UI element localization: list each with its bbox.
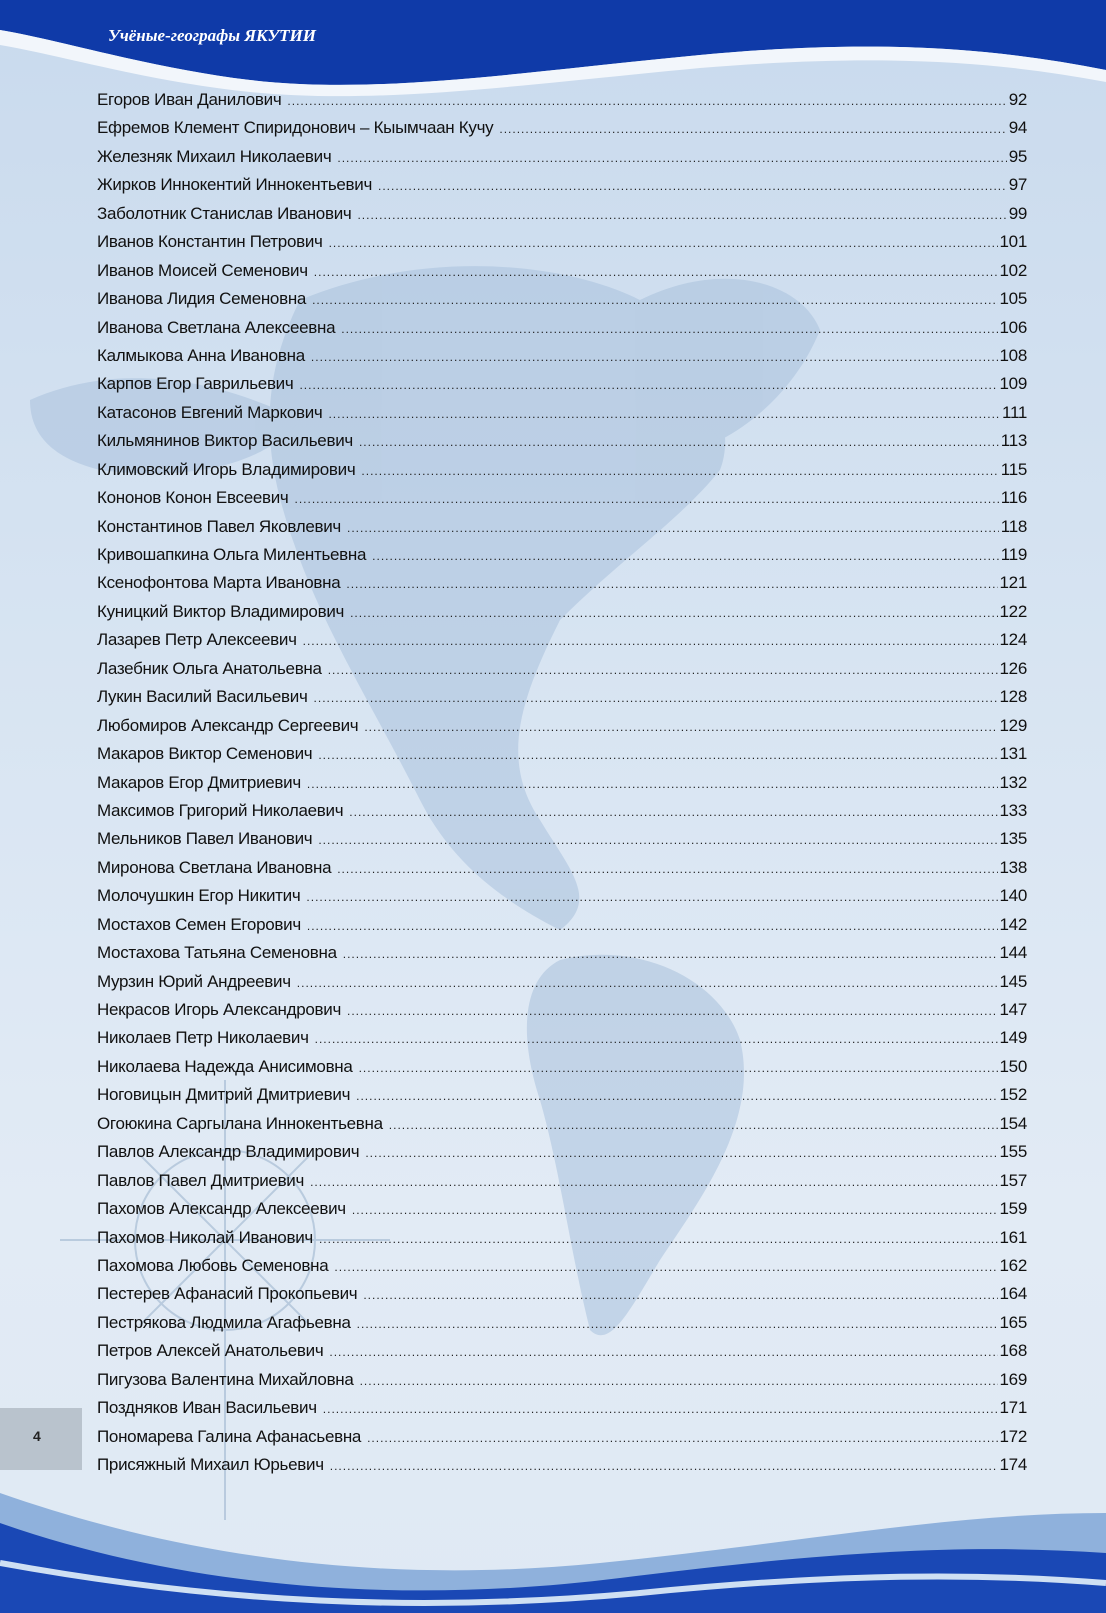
toc-entry[interactable]: [97, 943, 1027, 971]
dot-leader: [365, 1146, 997, 1160]
toc-entry-page: 108: [999, 345, 1027, 365]
dot-leader: [363, 1288, 997, 1302]
toc-entry-name: Пахомов Николай Иванович: [97, 1227, 313, 1247]
toc-entry[interactable]: [97, 1171, 1027, 1199]
toc-entry[interactable]: [97, 1199, 1027, 1227]
dot-leader: [318, 833, 997, 847]
toc-entry[interactable]: [97, 773, 1027, 801]
dot-leader: [328, 407, 1000, 421]
toc-entry-name: Иванова Лидия Семеновна: [97, 289, 307, 309]
toc-entry-name: Жирков Иннокентий Иннокентьевич: [97, 175, 373, 195]
toc-entry[interactable]: [97, 232, 1027, 260]
dot-leader: [346, 577, 997, 591]
toc-entry-name: Макаров Егор Дмитриевич: [97, 772, 301, 792]
toc-entry[interactable]: [97, 972, 1027, 1000]
page-number-box: [0, 1408, 82, 1470]
toc-entry-name: Константинов Павел Яковлевич: [97, 516, 341, 536]
toc-entry[interactable]: [97, 374, 1027, 402]
toc-entry-name: Пестерев Афанасий Прокопьевич: [97, 1284, 358, 1304]
toc-entry-name: Калмыкова Анна Ивановна: [97, 345, 305, 365]
dot-leader: [378, 179, 1007, 193]
toc-entry[interactable]: [97, 147, 1027, 175]
dot-leader: [337, 151, 1006, 165]
toc-entry-page: 133: [999, 800, 1027, 820]
dot-leader: [350, 606, 997, 620]
dot-leader: [303, 634, 998, 648]
toc-entry-name: Пестрякова Людмила Агафьевна: [97, 1312, 351, 1332]
toc-entry-page: 113: [1000, 431, 1027, 451]
toc-entry-name: Лукин Василий Васильевич: [97, 687, 308, 707]
toc-entry[interactable]: [97, 204, 1027, 232]
toc-entry-name: Мурзин Юрий Андреевич: [97, 971, 291, 991]
toc-entry-name: Николаева Надежда Анисимовна: [97, 1056, 353, 1076]
toc-entry-page: 99: [1008, 203, 1027, 223]
toc-entry-name: Катасонов Евгений Маркович: [97, 402, 323, 422]
toc-entry-page: 128: [999, 687, 1027, 707]
toc-entry-page: 162: [999, 1255, 1027, 1275]
toc-entry-name: Лазебник Ольга Анатольевна: [97, 658, 322, 678]
toc-entry-name: Петров Алексей Анатольевич: [97, 1341, 324, 1361]
dot-leader: [359, 1061, 998, 1075]
dot-leader: [287, 94, 1006, 108]
dot-leader: [337, 862, 997, 876]
toc-entry-page: 155: [999, 1142, 1027, 1162]
toc-entry-page: 135: [999, 829, 1027, 849]
toc-entry[interactable]: [97, 517, 1027, 545]
toc-entry-page: 152: [999, 1085, 1027, 1105]
toc-entry[interactable]: [97, 1085, 1027, 1113]
toc-entry-page: 122: [999, 601, 1027, 621]
toc-entry[interactable]: [97, 488, 1027, 516]
toc-entry-page: 115: [1000, 459, 1027, 479]
toc-entry-name: Максимов Григорий Николаевич: [97, 800, 344, 820]
toc-entry[interactable]: [97, 1313, 1027, 1341]
dot-leader: [367, 1431, 997, 1445]
toc-entry[interactable]: [97, 403, 1027, 431]
toc-entry[interactable]: [97, 90, 1027, 118]
toc-entry[interactable]: [97, 175, 1027, 203]
toc-entry-page: 142: [999, 914, 1027, 934]
table-of-contents: [97, 90, 1027, 1483]
toc-entry[interactable]: [97, 1000, 1027, 1028]
toc-entry[interactable]: [97, 1114, 1027, 1142]
dot-leader: [372, 549, 999, 563]
dot-leader: [318, 748, 997, 762]
toc-entry[interactable]: [97, 1398, 1027, 1426]
toc-entry-page: 111: [1002, 402, 1027, 422]
toc-entry-page: 168: [999, 1341, 1027, 1361]
toc-entry-page: 149: [999, 1028, 1027, 1048]
toc-entry[interactable]: [97, 460, 1027, 488]
toc-entry-page: 164: [999, 1284, 1027, 1304]
dot-leader: [347, 521, 999, 535]
toc-entry-page: 169: [999, 1369, 1027, 1389]
toc-entry-page: 144: [999, 943, 1027, 963]
toc-entry[interactable]: [97, 118, 1027, 146]
dot-leader: [349, 805, 997, 819]
toc-entry[interactable]: [97, 318, 1027, 346]
toc-entry[interactable]: [97, 1028, 1027, 1056]
dot-leader: [314, 691, 998, 705]
toc-entry-name: Присяжный Михаил Юрьевич: [97, 1455, 324, 1474]
toc-entry[interactable]: [97, 858, 1027, 886]
dot-leader: [315, 1032, 998, 1046]
toc-entry[interactable]: [97, 801, 1027, 829]
toc-entry-page: 147: [999, 1000, 1027, 1019]
dot-leader: [328, 663, 998, 677]
dot-leader: [297, 976, 998, 990]
toc-entry-name: Мельников Павел Иванович: [97, 829, 313, 849]
toc-entry-name: Иванова Светлана Алексеевна: [97, 317, 336, 337]
toc-entry-page: 92: [1008, 90, 1027, 109]
toc-entry-page: 145: [999, 971, 1027, 991]
toc-entry-name: Огоюкина Саргылана Иннокентьевна: [97, 1113, 383, 1133]
toc-entry-page: 97: [1008, 175, 1027, 195]
toc-entry-page: 172: [999, 1426, 1027, 1446]
toc-entry-page: 94: [1008, 118, 1027, 138]
toc-entry-name: Пономарева Галина Афанасьевна: [97, 1426, 362, 1446]
toc-entry[interactable]: [97, 573, 1027, 601]
toc-entry-page: 132: [999, 772, 1027, 792]
dot-leader: [347, 1004, 998, 1018]
dot-leader: [357, 208, 1006, 222]
toc-entry-page: 150: [999, 1056, 1027, 1076]
dot-leader: [312, 293, 997, 307]
toc-entry[interactable]: [97, 431, 1027, 459]
dot-leader: [310, 1175, 997, 1189]
toc-entry-page: 140: [999, 886, 1027, 906]
toc-entry-name: Ксенофонтова Марта Ивановна: [97, 573, 341, 593]
toc-entry-name: Кононов Конон Евсеевич: [97, 488, 289, 508]
dot-leader: [343, 947, 998, 961]
toc-entry-page: 154: [999, 1113, 1027, 1133]
toc-entry-name: Ефремов Клемент Спиридонович – Кыымчаан Кучу: [97, 118, 494, 138]
toc-entry-page: 106: [999, 317, 1027, 337]
toc-entry-name: Мостахова Татьяна Семеновна: [97, 943, 337, 963]
dot-leader: [330, 1459, 998, 1473]
toc-entry-page: 116: [1000, 488, 1027, 508]
toc-entry[interactable]: [97, 915, 1027, 943]
dot-leader: [357, 1317, 998, 1331]
dot-leader: [356, 1089, 997, 1103]
toc-entry-page: 124: [999, 630, 1027, 650]
dot-leader: [352, 1203, 998, 1217]
dot-leader: [314, 265, 998, 279]
toc-entry-name: Николаев Петр Николаевич: [97, 1028, 309, 1048]
dot-leader: [364, 720, 997, 734]
toc-entry[interactable]: [97, 1057, 1027, 1085]
dot-leader: [359, 435, 999, 449]
toc-entry-page: 126: [999, 658, 1027, 678]
dot-leader: [361, 464, 998, 478]
toc-entry[interactable]: [97, 289, 1027, 317]
toc-entry-name: Поздняков Иван Васильевич: [97, 1398, 317, 1418]
toc-entry[interactable]: [97, 1370, 1027, 1398]
toc-entry-name: Ноговицын Дмитрий Дмитриевич: [97, 1085, 351, 1105]
toc-entry-page: 105: [999, 289, 1027, 309]
toc-entry[interactable]: [97, 630, 1027, 658]
toc-entry-page: 138: [999, 857, 1027, 877]
toc-entry-page: 121: [999, 573, 1027, 593]
dot-leader: [319, 1232, 998, 1246]
toc-entry-name: Миронова Светлана Ивановна: [97, 857, 332, 877]
toc-entry-page: 131: [999, 744, 1027, 764]
dot-leader: [329, 236, 998, 250]
dot-leader: [360, 1374, 998, 1388]
toc-entry-name: Любомиров Александр Сергеевич: [97, 715, 359, 735]
toc-entry[interactable]: [97, 829, 1027, 857]
dot-leader: [323, 1402, 998, 1416]
toc-entry-page: 102: [999, 260, 1027, 280]
toc-entry-name: Пахомов Александр Алексеевич: [97, 1199, 346, 1219]
toc-entry-page: 118: [1000, 516, 1027, 536]
book-title: Учёные-географы ЯКУТИИ: [108, 26, 317, 45]
toc-entry[interactable]: [97, 261, 1027, 289]
toc-entry-name: Макаров Виктор Семенович: [97, 744, 313, 764]
toc-entry-name: Мостахов Семен Егорович: [97, 914, 301, 934]
toc-entry-name: Карпов Егор Гаврильевич: [97, 374, 294, 394]
toc-entry-page: 95: [1008, 146, 1027, 166]
toc-entry-name: Кривошапкина Ольга Милентьевна: [97, 545, 367, 564]
toc-entry-name: Пахомова Любовь Семеновна: [97, 1255, 329, 1275]
toc-entry[interactable]: [97, 1142, 1027, 1170]
toc-entry[interactable]: [97, 716, 1027, 744]
toc-entry-name: Павлов Александр Владимирович: [97, 1142, 360, 1162]
toc-entry-name: Пигузова Валентина Михайловна: [97, 1369, 354, 1389]
toc-entry[interactable]: [97, 687, 1027, 715]
toc-entry[interactable]: [97, 1256, 1027, 1284]
toc-entry-name: Климовский Игорь Владимирович: [97, 459, 356, 479]
toc-entry[interactable]: [97, 886, 1027, 914]
toc-entry[interactable]: [97, 659, 1027, 687]
toc-entry-name: Иванов Моисей Семенович: [97, 260, 308, 280]
dot-leader: [329, 1345, 997, 1359]
toc-entry[interactable]: [97, 744, 1027, 772]
toc-entry[interactable]: [97, 1427, 1027, 1455]
toc-entry-page: 174: [999, 1455, 1027, 1474]
toc-entry[interactable]: [97, 1284, 1027, 1312]
toc-entry[interactable]: [97, 545, 1027, 573]
toc-entry-page: 161: [999, 1227, 1027, 1247]
dot-leader: [499, 122, 1006, 136]
toc-entry-name: Егоров Иван Данилович: [97, 90, 282, 109]
dot-leader: [341, 322, 997, 336]
toc-entry-name: Некрасов Игорь Александрович: [97, 1000, 342, 1019]
toc-entry-page: 171: [999, 1398, 1027, 1418]
toc-entry-name: Лазарев Петр Алексеевич: [97, 630, 297, 650]
toc-entry-name: Иванов Константин Петрович: [97, 232, 323, 252]
toc-entry[interactable]: [97, 602, 1027, 630]
toc-entry[interactable]: [97, 346, 1027, 374]
toc-entry-page: 129: [999, 715, 1027, 735]
toc-entry[interactable]: [97, 1341, 1027, 1369]
toc-entry-page: 101: [999, 232, 1027, 252]
toc-entry-page: 109: [999, 374, 1027, 394]
dot-leader: [306, 890, 997, 904]
dot-leader: [311, 350, 998, 364]
dot-leader: [294, 492, 998, 506]
toc-entry-page: 157: [999, 1170, 1027, 1190]
toc-entry-name: Куницкий Виктор Владимирович: [97, 601, 345, 621]
toc-entry-page: 159: [999, 1199, 1027, 1219]
toc-entry-name: Заболотник Станислав Иванович: [97, 203, 352, 223]
dot-leader: [389, 1118, 998, 1132]
toc-entry-name: Кильмянинов Виктор Васильевич: [97, 431, 353, 451]
toc-entry[interactable]: [97, 1455, 1027, 1483]
dot-leader: [307, 919, 998, 933]
toc-entry-page: 119: [1000, 545, 1027, 564]
toc-entry-name: Павлов Павел Дмитриевич: [97, 1170, 305, 1190]
dot-leader: [299, 378, 997, 392]
toc-entry[interactable]: [97, 1228, 1027, 1256]
dot-leader: [334, 1260, 997, 1274]
dot-leader: [307, 777, 998, 791]
page-number: 4: [33, 1428, 41, 1444]
toc-entry-name: Железняк Михаил Николаевич: [97, 146, 332, 166]
toc-entry-page: 165: [999, 1312, 1027, 1332]
toc-entry-name: Молочушкин Егор Никитич: [97, 886, 301, 906]
